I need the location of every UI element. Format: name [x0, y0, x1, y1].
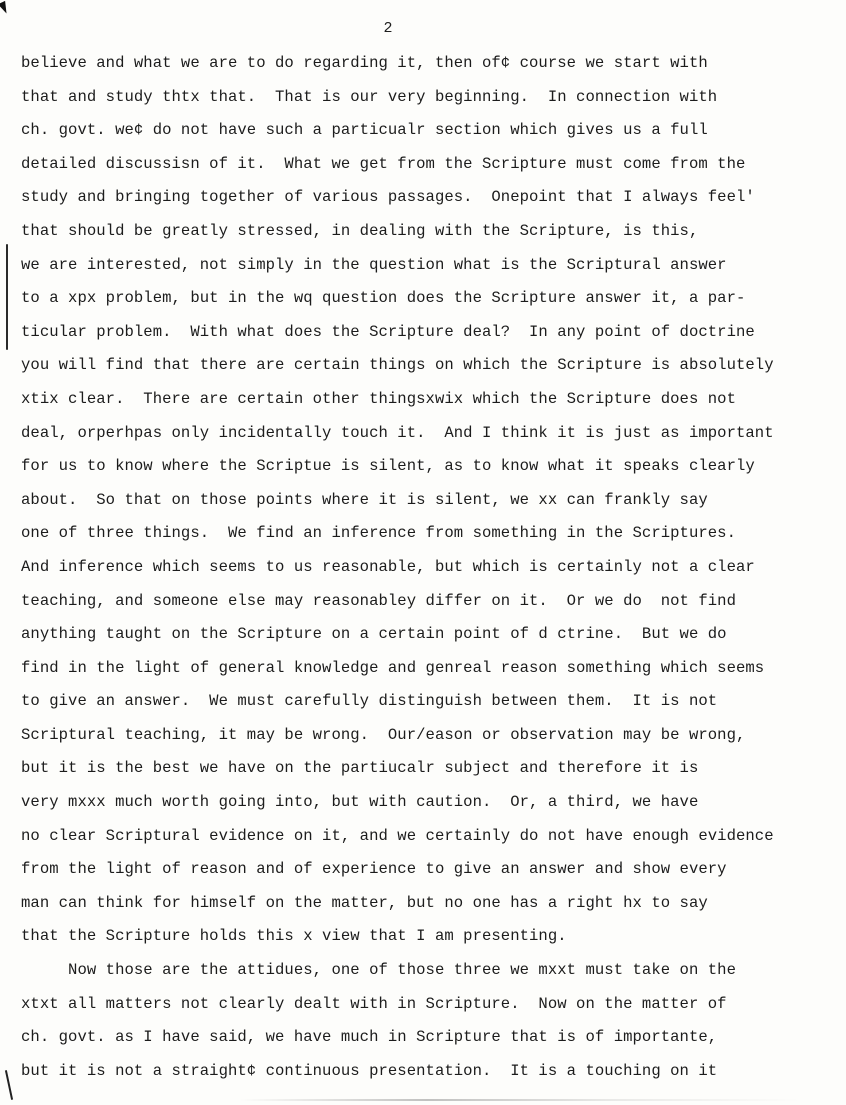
text-line: but it is not a straight¢ continuous presentation. It is a touching on it: [21, 1061, 718, 1080]
text-line: ticular problem. With what does the Scripture deal? In any point of doctrine: [21, 322, 755, 341]
text-line: xtix clear. There are certain other thingsxwix which the Scripture does not: [21, 389, 736, 408]
text-line: man can think for himself on the matter, but no one has a right hx to say: [21, 893, 708, 912]
text-line: you will find that there are certain things on which the Scripture is absolutely: [21, 356, 774, 375]
corner-pen-mark: [0, 1, 10, 15]
scan-edge-shadow: [240, 1099, 800, 1101]
bottom-pen-mark: [5, 1070, 13, 1100]
body-text: [21, 51, 841, 1092]
text-line: believe and what we are to do regarding it, then of¢ course we start with: [21, 54, 708, 72]
text-line: but it is the best we have on the partiucalr subject and therefore it is: [21, 759, 699, 778]
text-line: from the light of reason and of experience to give an answer and show every: [21, 860, 727, 879]
text-line: very mxxx much worth going into, but with caution. Or, a third, we have: [21, 793, 699, 812]
text-line: study and bringing together of various passages. Onepoint that I always feel': [21, 188, 755, 207]
text-line: deal, orperhpas only incidentally touch it. And I think it is just as important: [21, 423, 774, 442]
text-line: And inference which seems to us reasonable, but which is certainly not a clear: [21, 557, 755, 576]
page-number: 2: [383, 20, 393, 37]
margin-pen-line: [6, 244, 8, 350]
text-line: for us to know where the Scriptue is silent, as to know what it speaks clearly: [21, 457, 755, 476]
text-line: we are interested, not simply in the question what is the Scriptural answer: [21, 255, 727, 274]
text-line: detailed discussisn of it. What we get from the Scripture must come from the: [21, 154, 746, 173]
text-line: xtxt all matters not clearly dealt with in Scripture. Now on the matter of: [21, 994, 727, 1013]
text-line: one of three things. We find an inference from something in the Scriptures.: [21, 524, 736, 543]
text-line: anything taught on the Scripture on a certain point of d ctrine. But we do: [21, 625, 727, 644]
text-line: about. So that on those points where it is silent, we xx can frankly say: [21, 490, 708, 509]
text-line: ch. govt. as I have said, we have much in Scripture that is of importante,: [21, 1028, 718, 1047]
text-line: Now those are the attidues, one of those three we mxxt must take on the: [21, 961, 736, 980]
text-line: to give an answer. We must carefully distinguish between them. It is not: [21, 692, 718, 711]
text-line: that the Scripture holds this x view that I am presenting.: [21, 927, 567, 946]
text-line: teaching, and someone else may reasonabley differ on it. Or we do not find: [21, 591, 736, 610]
text-line: that and study thtx that. That is our very beginning. In connection with: [21, 87, 718, 106]
text-line: to a xpx problem, but in the wq question does the Scripture answer it, a par-: [21, 289, 746, 308]
text-line: that should be greatly stressed, in dealing with the Scripture, is this,: [21, 221, 699, 240]
text-line: Scriptural teaching, it may be wrong. Our/eason or observation may be wrong,: [21, 725, 746, 744]
text-line: ch. govt. we¢ do not have such a particualr section which gives us a full: [21, 121, 708, 140]
text-line: find in the light of general knowledge and genreal reason something which seems: [21, 658, 765, 677]
text-line: no clear Scriptural evidence on it, and we certainly do not have enough evidence: [21, 826, 774, 845]
